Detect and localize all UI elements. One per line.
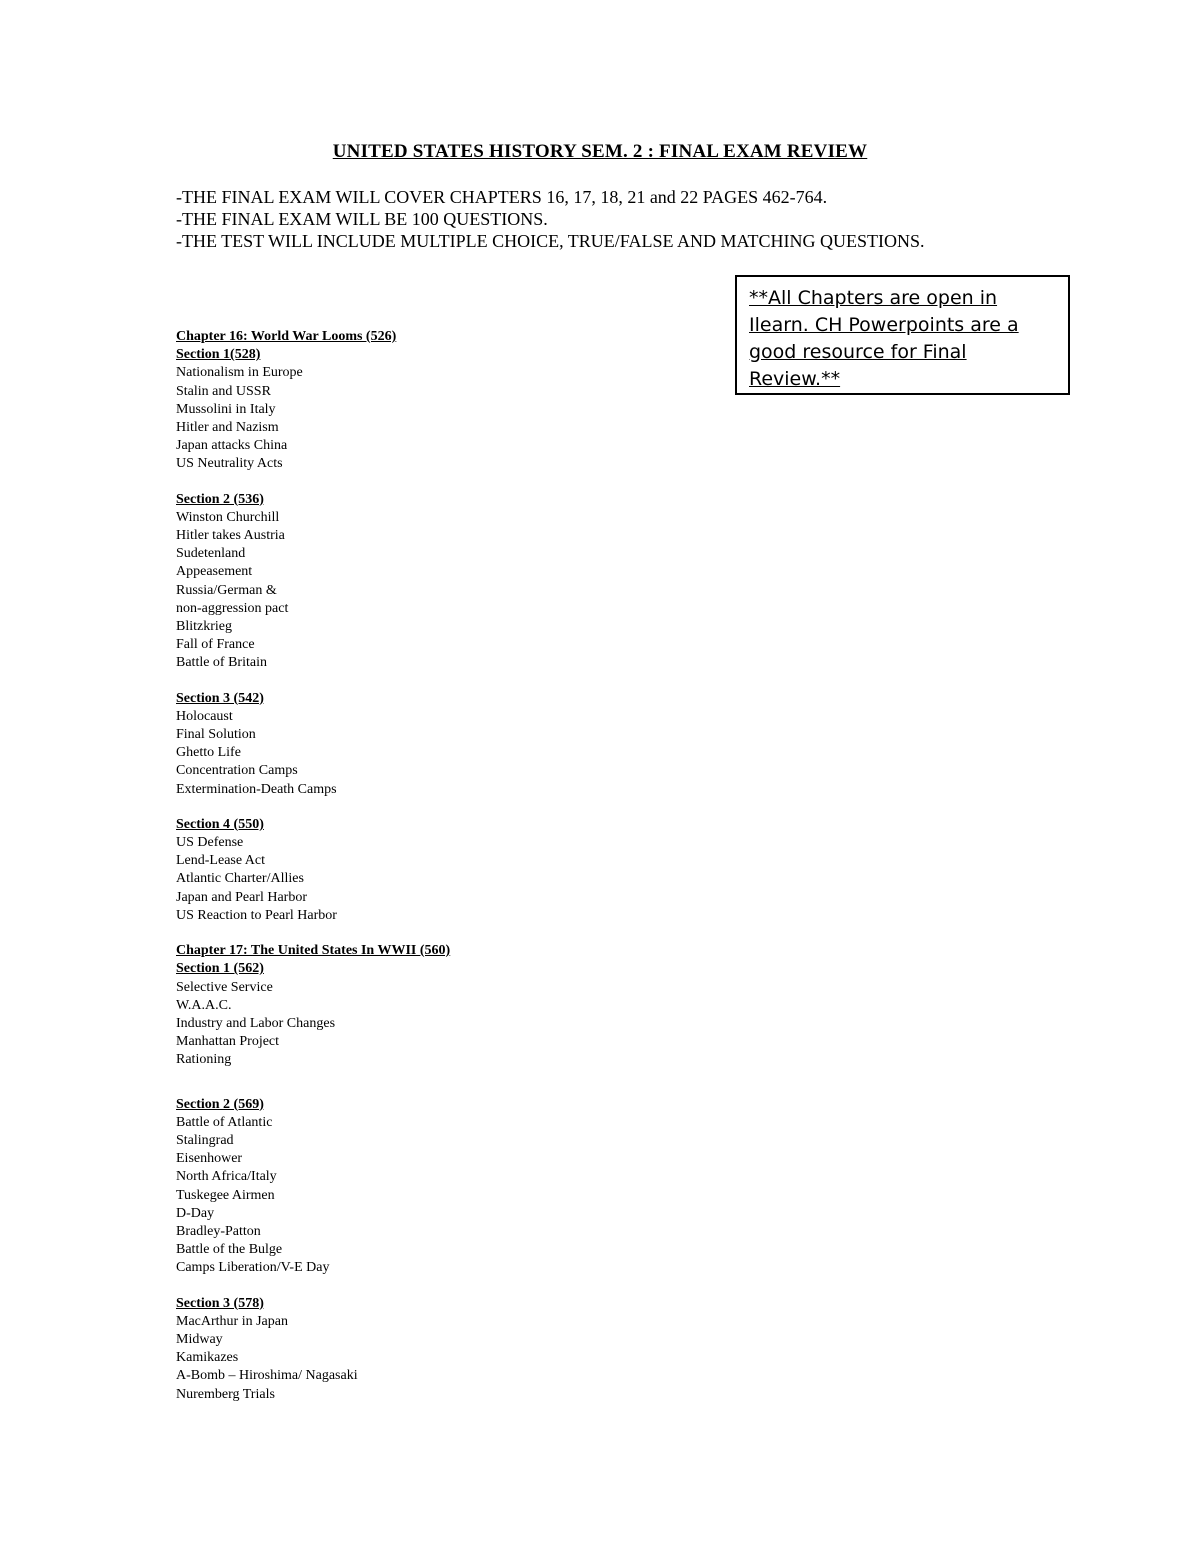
section-block — [176, 960, 450, 1069]
topic-item: Selective Service — [176, 979, 273, 995]
topic-item: US Reaction to Pearl Harbor — [176, 907, 337, 923]
topic-item: Extermination-Death Camps — [176, 781, 337, 797]
topic-item: non-aggression pact — [176, 600, 289, 616]
topic-item: US Defense — [176, 835, 244, 851]
topic-item: Kamikazes — [176, 1350, 239, 1366]
topic-item: Hitler takes Austria — [176, 528, 285, 544]
topic-item: Fall of France — [176, 637, 255, 653]
topic-item: MacArthur in Japan — [176, 1313, 288, 1329]
topic-item: Camps Liberation/V-E Day — [176, 1260, 330, 1276]
section-block — [176, 491, 450, 673]
topic-item: US Neutrality Acts — [176, 456, 283, 472]
callout-text: **All Chapters are open in Ilearn. CH Powerpoints are a good resource for Final Review.** — [749, 287, 1019, 390]
topic-item: A-Bomb – Hiroshima/ Nagasaki — [176, 1368, 358, 1384]
topic-item: Appeasement — [176, 564, 253, 580]
topic-item: Battle of Atlantic — [176, 1114, 273, 1130]
topic-item: Winston Churchill — [176, 509, 280, 525]
section-block — [176, 690, 450, 799]
topic-item: Mussolini in Italy — [176, 401, 276, 417]
topic-item: Russia/German & — [176, 582, 277, 598]
topic-item: Japan attacks China — [176, 438, 288, 454]
section-block — [176, 346, 450, 473]
topic-item: Battle of the Bulge — [176, 1242, 283, 1258]
callout-box — [735, 275, 1070, 395]
topic-item: Stalingrad — [176, 1132, 234, 1148]
topic-item: Atlantic Charter/Allies — [176, 871, 304, 887]
topic-item: Nuremberg Trials — [176, 1386, 275, 1402]
section-title: Section 2 (536) — [176, 491, 264, 507]
topic-item: Japan and Pearl Harbor — [176, 889, 308, 905]
topic-item: Rationing — [176, 1052, 232, 1068]
chapter-title: Chapter 17: The United States In WWII (560) — [176, 943, 451, 959]
exam-note: -THE FINAL EXAM WILL COVER CHAPTERS 16, 17, 18, 21 and 22 PAGES 462-764. — [176, 187, 828, 207]
topic-item: W.A.A.C. — [176, 997, 232, 1013]
topic-item: Manhattan Project — [176, 1034, 280, 1050]
topic-item: Blitzkrieg — [176, 619, 232, 635]
topic-item: Midway — [176, 1331, 223, 1347]
section-block — [176, 1295, 450, 1404]
chapter-title: Chapter 16: World War Looms (526) — [176, 329, 397, 344]
page-title: UNITED STATES HISTORY SEM. 2 : FINAL EXAM REVIEW — [332, 141, 868, 162]
topic-item: Tuskegee Airmen — [176, 1187, 275, 1203]
section-title: Section 1 (562) — [176, 961, 264, 977]
exam-notes — [176, 186, 925, 252]
topic-item: Final Solution — [176, 727, 256, 743]
topic-item: Concentration Camps — [176, 763, 298, 779]
topic-item: North Africa/Italy — [176, 1169, 277, 1185]
section-block — [176, 816, 450, 925]
topic-item: D-Day — [176, 1205, 215, 1221]
section-title: Section 3 (542) — [176, 690, 264, 706]
section-block — [176, 1096, 450, 1278]
section-title: Section 3 (578) — [176, 1295, 264, 1311]
topic-item: Eisenhower — [176, 1151, 243, 1167]
exam-note: -THE FINAL EXAM WILL BE 100 QUESTIONS. — [176, 209, 548, 229]
topic-item: Nationalism in Europe — [176, 365, 303, 381]
section-title: Section 2 (569) — [176, 1096, 264, 1112]
topic-item: Bradley-Patton — [176, 1223, 261, 1239]
chapter-17 — [176, 942, 450, 960]
chapter-16 — [176, 328, 450, 346]
exam-note: -THE TEST WILL INCLUDE MULTIPLE CHOICE, TRUE/FALSE AND MATCHING QUESTIONS. — [176, 231, 925, 251]
section-title: Section 1(528) — [176, 347, 261, 363]
topic-item: Stalin and USSR — [176, 383, 271, 399]
topic-item: Industry and Labor Changes — [176, 1015, 336, 1031]
topic-item: Lend-Lease Act — [176, 853, 266, 869]
topic-item: Holocaust — [176, 708, 233, 724]
topic-item: Ghetto Life — [176, 745, 241, 761]
chapter-outline — [176, 328, 450, 1404]
topic-item: Battle of Britain — [176, 655, 267, 671]
topic-item: Sudetenland — [176, 546, 246, 562]
topic-item: Hitler and Nazism — [176, 420, 279, 436]
section-title: Section 4 (550) — [176, 816, 264, 832]
